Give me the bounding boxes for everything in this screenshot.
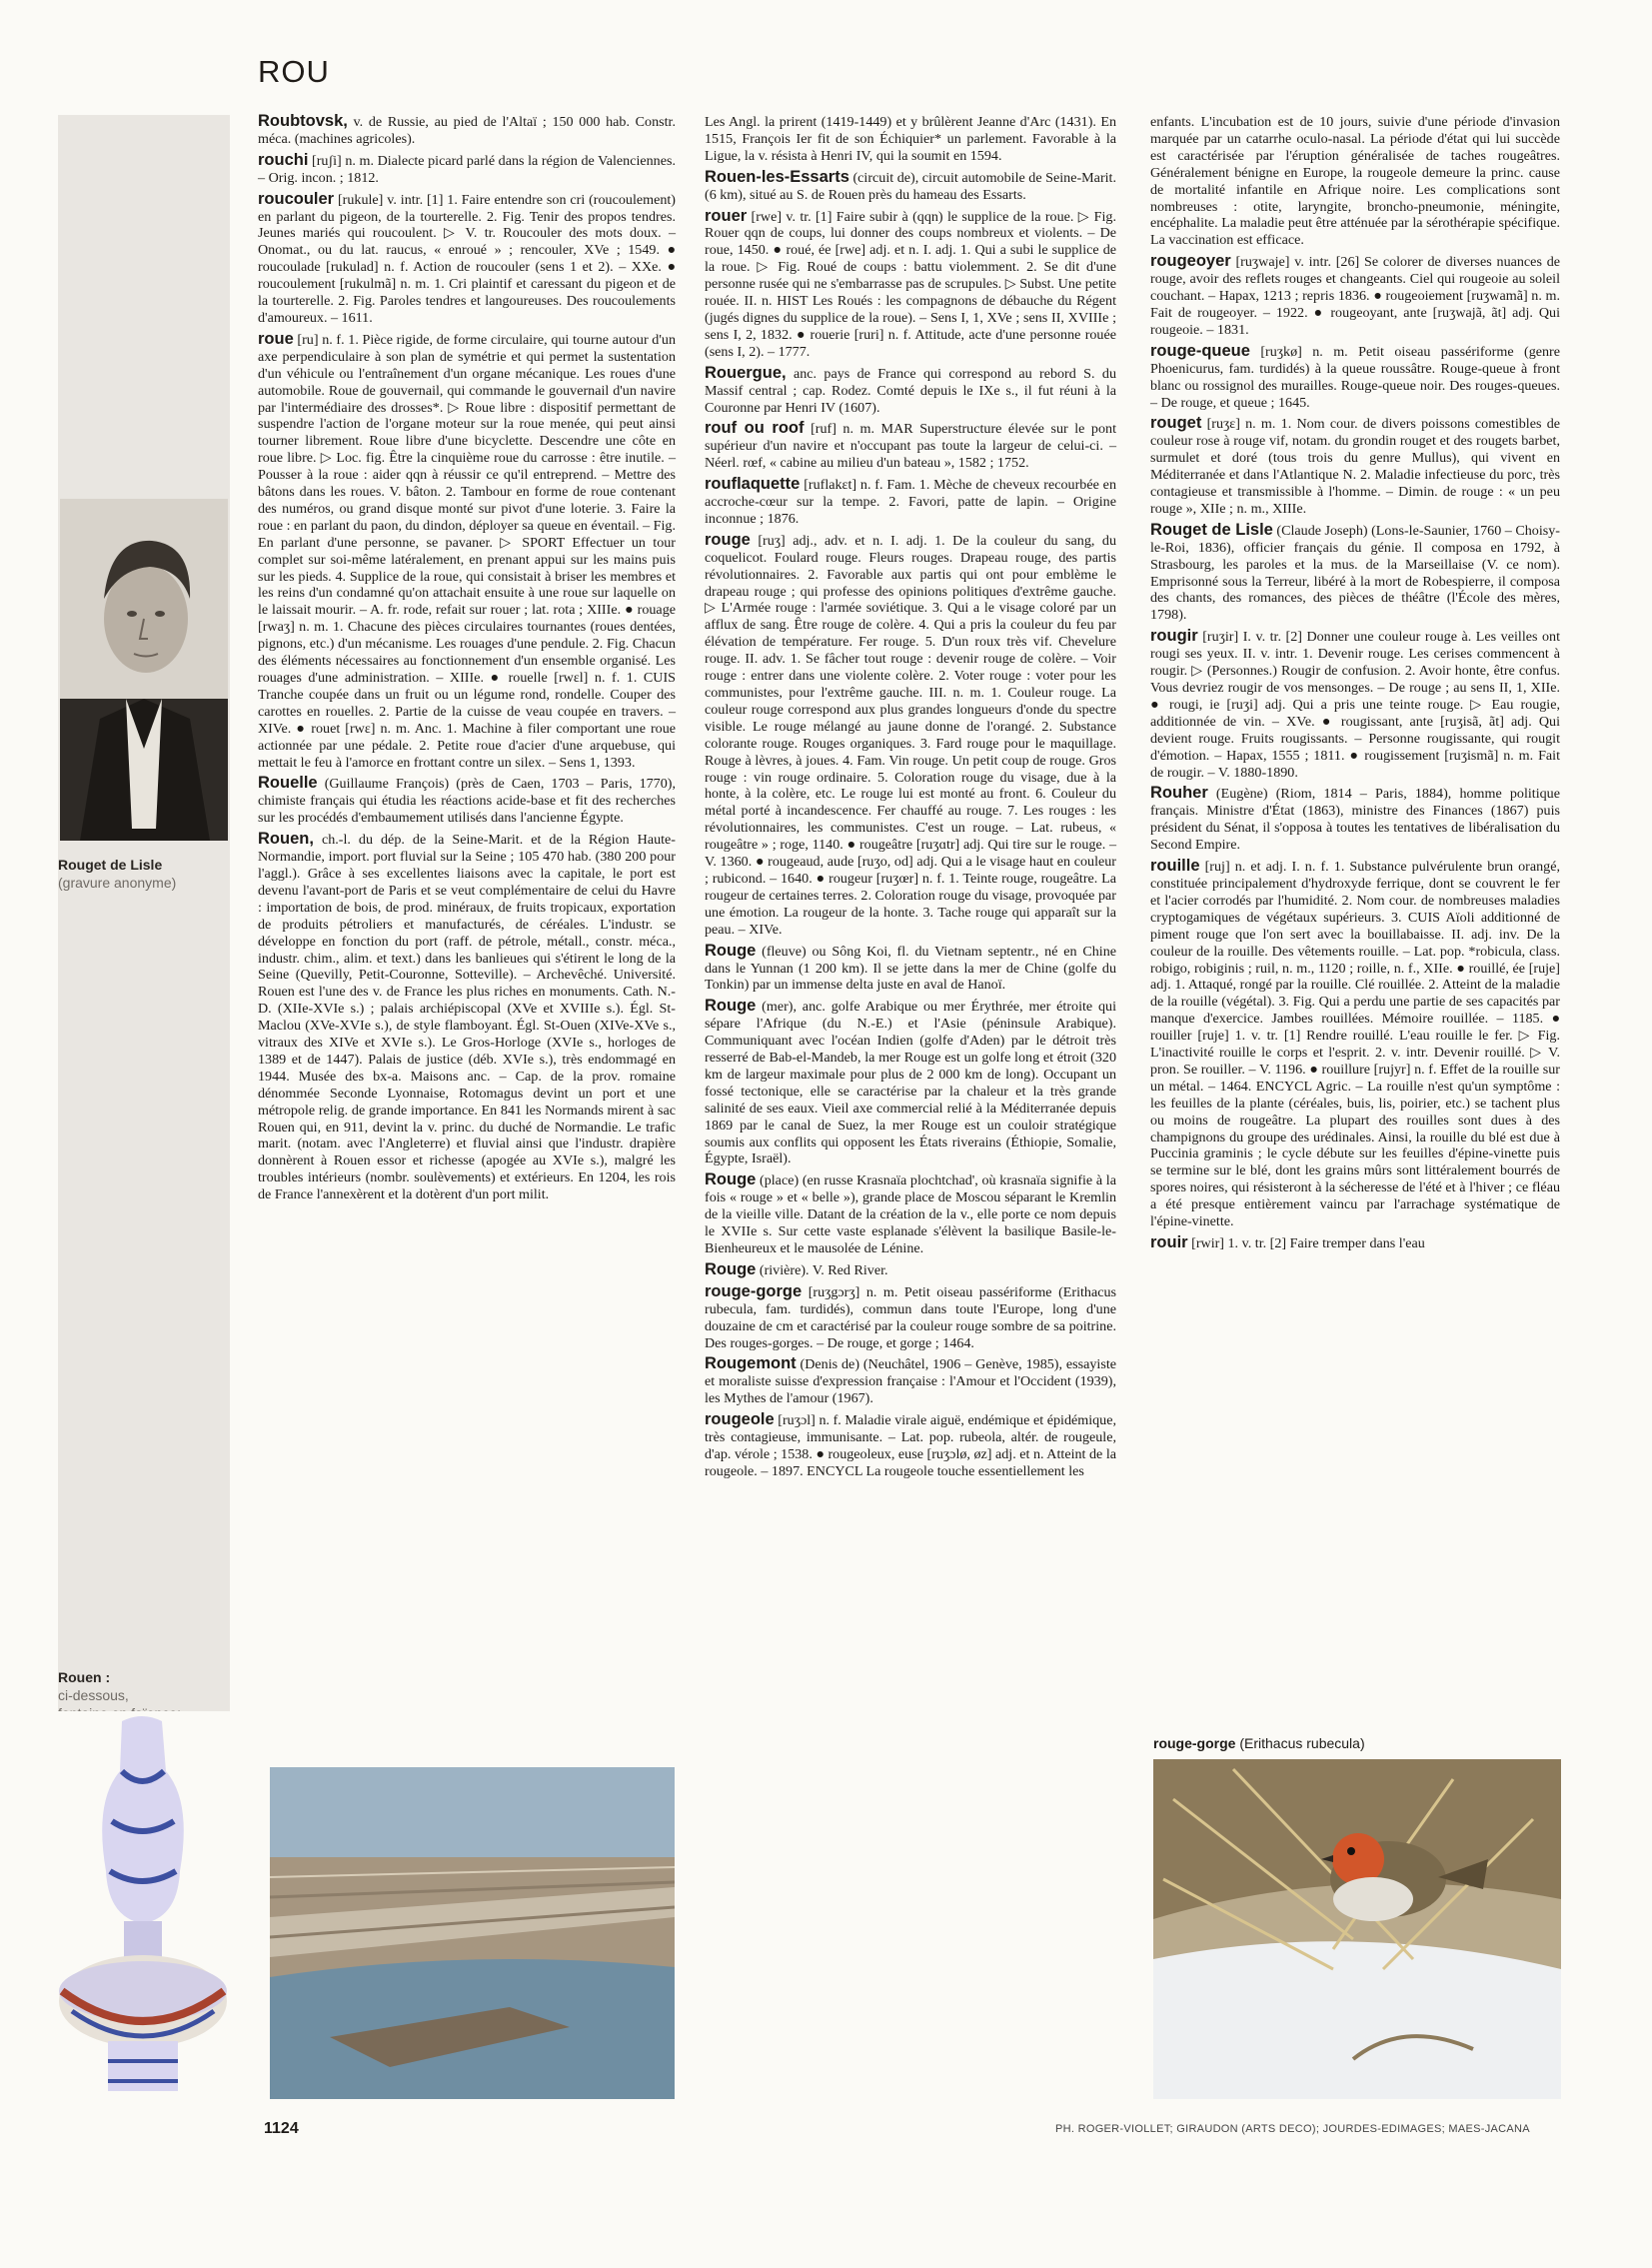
- headword: Rougemont: [705, 1354, 797, 1373]
- entry-2: [258, 152, 676, 187]
- headword: rouille: [1150, 857, 1200, 876]
- rouen-caption-title: Rouen :: [58, 1669, 111, 1685]
- definition: enfants. L'incubation est de 10 jours, suivie d'une période d'invasion marquée par un catarrhe oculo-nasal. La période d'état qui lui succède est caractérisée par l'éruption généralisée de taches rougeâtres. Généralement bénigne en Europe, la rougeole demeure la princ. cause de mortalité infantile en Afrique noire. Les complications sont nombreuses : otite, laryngite, broncho-pneumonie, méningite, encéphalite. La maladie peut être atténuée par la sérothérapie spécifique. La vaccination est efficace.: [1150, 114, 1560, 249]
- entry-1: [1150, 113, 1560, 249]
- portrait-caption-title: Rouget de Lisle: [58, 857, 163, 873]
- definition: (Denis de) (Neuchâtel, 1906 – Genève, 1985), essayiste et moraliste suisse d'expression française : l'Amour et l'Occident (1939), les Mythes de l'amour (1967).: [705, 1356, 1116, 1407]
- entry-10: [705, 1171, 1116, 1257]
- entry-12: [705, 1283, 1116, 1352]
- page-title: ROU: [258, 54, 330, 89]
- definition: [ruʒɔl] n. f. Maladie virale aiguë, endémique et épidémique, très contagieuse, immunisante. – Lat. pop. rubeola, altér. de rougeule, d'ap. vérole ; 1538. ● rougeoleux, euse [ruʒɔlø, øz] adj. et n. Atteint de la rougeole. – 1897. ENCYCL La rougeole touche essentiellement les: [705, 1412, 1116, 1479]
- headword: Rouher: [1150, 784, 1208, 803]
- entry-2: [705, 169, 1116, 204]
- entry-5: [1150, 522, 1560, 624]
- entry-6: [1150, 628, 1560, 781]
- definition: [ruʒwaje] v. intr. [26] Se colorer de diverses nuances de rouge, avoir des reflets rouges et changeants. Ciel qui rougeoie au soleil couchant. – Hapax, 1213 ; repris 1836. ● rougeoiement [ruʒwamã] n. m. Fait de rougeoyer. – 1922. ● rougeoyant, ante [ruʒwajã, ãt] adj. Qui rougeoie. – 1831.: [1150, 254, 1560, 338]
- entry-6: [258, 831, 676, 1203]
- entry-9: [1150, 1234, 1560, 1252]
- entry-3: [1150, 343, 1560, 412]
- definition: v. de Russie, au pied de l'Altaï ; 150 000 hab. Constr. méca. (machines agricoles).: [258, 114, 676, 147]
- headword: rouge-queue: [1150, 341, 1250, 360]
- headword: rouchi: [258, 150, 309, 169]
- definition: (rivière). V. Red River.: [759, 1261, 888, 1278]
- entry-3: [258, 191, 676, 327]
- definition: Les Angl. la prirent (1419-1449) et y brûlèrent Jeanne d'Arc (1431). En 1515, François Ier fit de son Échiquier* un parlement. Favorable à la Ligue, la v. résista à Henri IV, qui la soumit en 1594.: [705, 114, 1116, 164]
- rouen-port-image: [270, 1767, 675, 2099]
- entry-7: [705, 532, 1116, 939]
- entry-4: [258, 331, 676, 772]
- entry-4: [705, 365, 1116, 417]
- headword: Rouen-les-Essarts: [705, 167, 849, 186]
- entry-6: [705, 476, 1116, 528]
- definition: [ruʒɛ] n. m. 1. Nom cour. de divers poissons comestibles de couleur rose à rouge vif, notam. du grondin rouget et des rougets barbet, surmulet et doré (tous trois du genre Mullus), qui vivent en Méditerranée et dans l'Atlantique N. 2. Maladie infectieuse du porc, très contagieuse et transmissible à l'homme. – Dimin. de rouge : « un peu rouge », XIIe ; n. m., XIIIe.: [1150, 416, 1560, 517]
- definition: (Guillaume François) (près de Caen, 1703 – Paris, 1770), chimiste français qui étudia les réactions acide-base et fit des recherches sur les procédés d'embaumement utilisés dans l'ancienne Égypte.: [258, 776, 676, 827]
- headword: rougeole: [705, 1410, 775, 1429]
- headword: Roubtovsk,: [258, 112, 348, 130]
- robin-caption: [1153, 1735, 1365, 1751]
- rouen-aerial-photo: [270, 1767, 675, 2099]
- column-1: [258, 113, 676, 1207]
- definition: (fleuve) ou Sông Koi, fl. du Vietnam septentr., né en Chine dans le Yunnan (1 200 km). Il se jette dans la mer de Chine (golfe du Tonkin) par un immense delta juste en aval de Hanoï.: [705, 943, 1116, 994]
- portrait-image: [60, 499, 228, 841]
- definition: [rwir] 1. v. tr. [2] Faire tremper dans l'eau: [1191, 1235, 1425, 1251]
- definition: [ruj] n. et adj. I. n. f. 1. Substance pulvérulente brun orangé, constituée principalement d'hydroxyde ferrique, dont se couvrent le fer et l'acier corrodés par l'humidité. 2. Nom cour. de nombreuses maladies cryptogamiques de végétaux supérieurs. 3. CUIS Aïoli additionné de piment rouge que l'on sert avec la bouillabaisse. II. adj. inv. De la couleur de la rouille. Des vêtements rouille. – Lat. pop. *robicula, class. robigo, robiginis ; ruil, n. m., 1120 ; roille, n. f., XIIe. ● rouillé, ée [ruje] adj. 1. Attaqué, rongé par la rouille. Clé rouillée. 2. Atteint de la maladie de la rouille (végétal). 3. Fig. Qui a perdu une partie de ses capacités par manque d'exercice. Jambes rouillées. Mémoire rouillée. – 1185. ● rouiller [ruje] 1. v. tr. [1] Rendre rouillé. L'eau rouille le fer. ▷ Fig. L'inactivité rouille le corps et l'esprit. 2. v. intr. Devenir rouillé. ▷ V. pron. Se rouiller. – V. 1196. ● rouillure [rujyr] n. f. Effet de la rouille sur un métal. – 1464. ENCYCL Agric. – La rouille n'est qu'un symptôme : les feuilles de la plante (céréales, buis, lis, poirier, etc.) se tachent plus ou moins de rougeâtre. La plupart des rouilles sont dues à des champignons du groupe des urédinales. Ainsi, la rouille du blé est due à Puccinia graminis ; le cycle débute sur les feuilles d'épine-vinette puis se termine sur le blé, dont les grains mûrs sont littéralement bourrés de spores noires, qui résisteront à la sécheresse de l'été et à l'hiver ; ce fléau a été presque entièrement vaincu par l'arrachage systématique de l'épine-vinette.: [1150, 859, 1560, 1230]
- headword: Rouge: [705, 997, 757, 1016]
- portrait-engraving: [60, 499, 228, 841]
- entry-1: [258, 113, 676, 148]
- headword: rouge: [705, 530, 751, 549]
- margin-band: [58, 115, 230, 1934]
- definition: [rwe] v. tr. [1] Faire subir à (qqn) le supplice de la roue. ▷ Fig. Rouer qqn de coups, lui donner des coups nombreux et violents. – De roue, 1450. ● roué, ée [rwe] adj. et n. I. adj. 1. Qui a subi le supplice de la roue. ▷ Fig. Roué de coups : battu violemment. 2. Se dit d'une personne rusée qui ne s'embarrasse pas de scrupules. ▷ Subst. Une petite rouée. II. n. HIST Les Roués : les compagnons de débauche du Régent (jugés dignes du supplice de la roue). – Sens I, 1, XVe ; sens II, XVIIIe ; sens I, 2, 1832. ● rouerie [ruri] n. f. Attitude, acte d'une personne rouée (sens I, 2). – 1777.: [705, 208, 1116, 360]
- entry-7: [1150, 785, 1560, 854]
- definition: (mer), anc. golfe Arabique ou mer Érythrée, mer étroite qui sépare l'Afrique (du N.-E.) et l'Asie (péninsule Arabique). Communiquant avec l'océan Indien (golfe d'Aden) par le détroit très resserré de Bab-el-Mandeb, la mer Rouge est un golfe long et étroit (320 km de largeur maximale pour plus de 2 000 km de long). Occupant un fossé tectonique, elle se caractérise par la chaleur et la très grande salinité de ses eaux. Vieil axe commercial relié à la Méditerranée depuis 1869 par le canal de Suez, la mer Rouge est un couloir stratégique soumis aux conflits qui opposent les États riverains (Éthiopie, Somalie, Égypte, Israël).: [705, 999, 1116, 1167]
- definition: [ruʒkø] n. m. Petit oiseau passériforme (genre Phoenicurus, fam. turdidés) à la queue roussâtre. Rouge-queue à front blanc ou rossignol des murailles. Rouge-queue noir. Des rouges-queues. – De rouge, et queue ; 1645.: [1150, 343, 1560, 411]
- headword: Rouge: [705, 1170, 757, 1189]
- rouen-caption-line1: ci-dessous,: [58, 1687, 129, 1703]
- headword: rouir: [1150, 1233, 1188, 1251]
- fountain-image: [52, 1711, 234, 2103]
- headword: rouflaquette: [705, 475, 801, 494]
- entry-11: [705, 1261, 1116, 1279]
- definition: [ruflakɛt] n. f. Fam. 1. Mèche de cheveux recourbée en accroche-cœur sur la tempe. 2. Favori, patte de lapin. – Origine inconnue ; 1876.: [705, 477, 1116, 527]
- page-number: 1124: [264, 2120, 299, 2137]
- portrait-caption-sub: (gravure anonyme): [58, 875, 177, 891]
- column-2: [705, 113, 1116, 1484]
- headword: rouer: [705, 206, 748, 225]
- robin-photo: [1153, 1759, 1561, 2099]
- definition: ch.-l. du dép. de la Seine-Marit. et de la Région Haute-Normandie, import. port fluvial sur la Seine ; 105 470 hab. (380 200 pour l'aggl.). Grâce à ses excellentes liaisons avec la capitale, le port est devenu l'avant-port de Paris et se veut complémentaire de celui du Havre : importation de bois, de prod. minéraux, de fruits tropicaux, exportation de produits pétroliers et manufacturés, de céréales. L'industr. se développe en fonction du port (raff. de pétrole, métall., constr. méca., industr. chim., alim. et text.) dans les banlieues qui s'étirent le long de la Seine (Quevilly, Petit-Couronne, Sotteville). – Archevêché. Université. Rouen est l'une des v. de France les plus riches en monuments. Cath. N.-D. (XIIe-XVIe s.) ; palais archiépiscopal (XVe et XVIIIe s.). Égl. St-Maclou (XVe-XVIe s.), de style flamboyant. Égl. St-Ouen (XIVe-XVe s., vitraux des XIVe et XVIe s.). Le Gros-Horloge (XVIe s., horloges de 1389 et de 1447). Palais de justice (déb. XVIe s.), très endommagé en 1944. Musée des bx-a. Maisons anc. – Cap. de la prov. romaine dénommée Seconde Lyonnaise, Rotomagus devint un port et une métropole relig. de grande importance. En 841 les Normands mirent à sac Rouen qui, en 911, devint la v. princ. du duché de Normandie. Le trafic marit. (notam. avec l'Angleterre) et fluvial ainsi que l'industr. drapière donnèrent à Rouen essor et richesse (apogée au XVIe s.), malgré les troubles intérieurs (nombr. soulèvements) et extérieurs. En 1204, les rois de France l'annexèrent et la dotèrent d'un port milit.: [258, 832, 676, 1203]
- headword: Rouge: [705, 1259, 757, 1278]
- definition: anc. pays de France qui correspond au rebord S. du Massif central ; cap. Rodez. Comté depuis le IXe s., il fut réuni à la Couronne par Henri IV (1607).: [705, 365, 1116, 416]
- entry-4: [1150, 415, 1560, 517]
- definition: [rukule] v. intr. [1] 1. Faire entendre son cri (roucoulement) en parlant du pigeon, de la tourterelle. 2. Fig. Tenir des propos tendres. Jeunes mariés qui roucoulent. ▷ V. tr. Roucouler des mots doux. – Onomat., ou du lat. raucus, « enroué » ; rencouler, XVe ; 1549. ● roucoulade [rukulad] n. f. Action de roucouler (sens 1 et 2). – XXe. ● roucoulement [rukulmã] n. m. 1. Cri plaintif et caressant du pigeon et de la tourterelle. 2. Fig. Paroles tendres et langoureuses. Des roucoulements d'amoureux. – 1611.: [258, 191, 676, 326]
- definition: (Claude Joseph) (Lons-le-Saunier, 1760 – Choisy-le-Roi, 1836), officier français du génie. Il composa en 1792, à Strasbourg, les paroles et la mus. de la Marseillaise (V. ce nom). Emprisonné sous la Terreur, libéré à la mort de Robespierre, il composa des chants, des romances, des pièces de théâtre (l'École des mères, 1798).: [1150, 522, 1560, 624]
- portrait-caption: [58, 856, 176, 892]
- definition: [ruʃi] n. m. Dialecte picard parlé dans la région de Valenciennes. – Orig. incon. ; 1812.: [258, 152, 676, 186]
- headword: Rouge: [705, 941, 757, 960]
- entry-3: [705, 208, 1116, 361]
- definition: [ruʒgɔrʒ] n. m. Petit oiseau passériforme (Erithacus rubecula, fam. turdidés), commun dans toute l'Europe, long d'une douzaine de cm et caractérisé par la couleur rouge sombre de sa poitrine. Des rouges-gorges. – De rouge, et gorge ; 1464.: [705, 1283, 1116, 1351]
- robin-caption-title: rouge-gorge: [1153, 1735, 1236, 1751]
- entry-5: [705, 420, 1116, 472]
- entry-8: [705, 943, 1116, 995]
- headword: Rouelle: [258, 774, 318, 793]
- definition: [ruʒir] I. v. tr. [2] Donner une couleur rouge à. Les veilles ont rougi ses yeux. II. v. intr. 1. Devenir rouge. Les cerises commencent à rougir. ▷ (Personnes.) Rougir de confusion. 2. Avoir honte, être confus. Vous devriez rougir de vos mensonges. – De rouge ; au sens II, 1, XIIe. ● rougi, ie [ruʒi] adj. Qui a pris une teinte rouge. ▷ Eau rougie, additionnée de vin. – XVe. ● rougissant, ante [ruʒisã, ãt] adj. Qui devient rouge. Fruits rougissants. – Personne rougissante, qui rougit d'émotion. – Hapax, 1555 ; 1811. ● rougissement [ruʒismã] n. m. Fait de rougir. – V. 1880-1890.: [1150, 629, 1561, 781]
- robin-image: [1153, 1759, 1561, 2099]
- definition: [ruʒ] adj., adv. et n. I. adj. 1. De la couleur du sang, du coquelicot. Foulard rouge. Fleurs rouges. Drapeau rouge, des partis révolutionnaires. 2. Favorable aux partis qui ont pour emblème le drapeau rouge ; qui professe des opinions politiques d'extrême gauche. ▷ L'Armée rouge : l'armée soviétique. 3. Qui a le visage coloré par un afflux de sang. Être rouge de colère. 4. Qui a pris la couleur du feu par élévation de température. Fer rouge. 5. D'un roux très vif. Chevelure rouge. II. adv. 1. Se fâcher tout rouge : devenir rouge de colère. – Voir rouge : entrer dans une violente colère. 2. Voter rouge : voter pour les communistes, pour l'extrême gauche. III. n. m. 1. Couleur rouge. La couleur rouge correspond aux plus grandes longueurs d'onde du spectre visible. Le rouge mélangé au jaune donne de l'orangé. 2. Substance colorante rouge. Rouges organiques. 3. Fard rouge pour le maquillage. Rouge à lèvres, à joues. 4. Fam. Vin rouge. Un petit coup de rouge. Gros rouge : vin rouge ordinaire. 5. Coloration rouge du visage, due à la honte, à la colère, etc. Le rouge lui est monté au front. 6. Couleur du métal porté à incandescence. Fer chauffé au rouge. 7. Les rouges : les révolutionnaires, les communistes. C'est un rouge. – Lat. rubeus, « rougeâtre » ; roge, 1140. ● rougeâtre [ruʒɑtr] adj. Qui tire sur le rouge. – V. 1360. ● rougeaud, aude [ruʒo, od] adj. Qui a le visage haut en couleur ; rubicond. – 1640. ● rougeur [ruʒœr] n. f. 1. Teinte rouge, rougeâtre. La rougeur de certaines terres. 2. Coloration rouge du visage, provoquée par une émotion. La rougeur de la honte. 3. Tache rouge qui apparaît sur la peau. – XIVe.: [705, 532, 1116, 938]
- headword: rouge-gorge: [705, 1281, 803, 1300]
- entry-13: [705, 1355, 1116, 1407]
- headword: roucouler: [258, 189, 335, 208]
- headword: Rouen,: [258, 830, 314, 849]
- definition: (Eugène) (Riom, 1814 – Paris, 1884), homme politique français. Ministre d'État (1863), ministre des Finances (1867) puis président du Sénat, il s'opposa à toutes les tentatives de libéralisation du Second Empire.: [1150, 786, 1560, 854]
- entry-8: [1150, 858, 1560, 1230]
- headword: Rouergue,: [705, 363, 787, 382]
- headword: rougeoyer: [1150, 252, 1231, 271]
- headword: rougir: [1150, 627, 1198, 646]
- entry-9: [705, 998, 1116, 1167]
- headword: roue: [258, 329, 294, 348]
- definition: (circuit de), circuit automobile de Seine-Marit. (6 km), situé au S. de Rouen près du hameau des Essarts.: [705, 169, 1116, 203]
- entry-2: [1150, 253, 1560, 339]
- definition: [ru] n. f. 1. Pièce rigide, de forme circulaire, qui tourne autour d'un axe perpendiculaire à son plan de symétrie et qui permet la sustentation d'un véhicule ou l'entraînement d'un organe mécanique. Les roues d'une automobile. Roue de gouvernail, qui commande le gouvernail d'un navire par l'intermédiaire des drosses*. ▷ Roue libre : dispositif permettant de suspendre l'action de l'organe moteur sur la roue menée, qui peut ainsi tourner librement. Roue libre d'une bicyclette. Descendre une côte en roue libre. ▷ Loc. fig. Être la cinquième roue du carrosse : être inutile. – Pousser à la roue : aider qqn à réussir ce qu'il entreprend. – Mettre des bâtons dans les roues. V. bâton. 2. Tambour en forme de roue contenant des numéros, ou grand disque monté sur pivot d'une loterie. 3. Faire la roue : en parlant du paon, du dindon, déployer sa queue en éventail. – Fig. En parlant d'une personne, se pavaner. ▷ SPORT Effectuer un tour complet sur soi-même latéralement, en prenant appui sur les mains puis sur les pieds. 4. Supplice de la roue, qui consistait à briser les membres et les reins d'un condamné qu'on attachait ensuite à une roue sur laquelle on le laissait mourir. – A. fr. rode, refait sur rouer ; lat. rota ; XIIIe. ● rouage [rwaʒ] n. m. 1. Chacune des pièces circulaires tournantes (roues dentées, pignons, etc.) d'un mécanisme. Les rouages d'une pendule. 2. Fig. Chacun des éléments nécessaires au fonctionnement d'un ensemble organisé. Les rouages d'une administration. – XIIIe. ● rouelle [rwɛl] n. f. 1. CUIS Tranche coupée dans un fruit ou un légume rond, rondelle. Couper des carottes en rouelles. 2. Partie de la cuisse de veau coupée en travers. – XIVe. ● rouet [rwɛ] n. m. Anc. 1. Machine à filer comportant une roue actionnée par une pédale. 2. Petite roue d'acier d'une arquebuse, qui mettait le feu à l'amorce en frottant contre un silex. – Sens 1, 1393.: [258, 331, 677, 771]
- entry-5: [258, 775, 676, 827]
- headword: rouget: [1150, 414, 1202, 433]
- definition: (place) (en russe Krasnaïa plochtchad', où krasnaïa signifie à la fois « rouge » et « belle »), grande place de Moscou séparant le Kremlin de la vieille ville. Datant de la création de la v., elle porte ce nom depuis le XVIIe s. Sur cette vaste esplanade s'élèvent la basilique Basile-le-Bienheureux et le mausolée de Lénine.: [705, 1172, 1116, 1256]
- faience-fountain: [52, 1711, 234, 2103]
- column-3: [1150, 113, 1560, 1256]
- headword: Rouget de Lisle: [1150, 520, 1273, 539]
- robin-caption-latin: (Erithacus rubecula): [1235, 1735, 1365, 1751]
- entry-14: [705, 1411, 1116, 1480]
- entry-1: [705, 113, 1116, 165]
- headword: rouf ou roof: [705, 419, 805, 438]
- definition: [ruf] n. m. MAR Superstructure élevée sur le pont supérieur d'un navire et n'occupant pas toute la largeur de celui-ci. – Néerl. rœf, « cabine au milieu d'un bateau », 1582 ; 1752.: [705, 421, 1116, 472]
- photo-credits: PH. ROGER-VIOLLET; GIRAUDON (ARTS DECO); JOURDES-EDIMAGES; MAES-JACANA: [1055, 2123, 1530, 2135]
